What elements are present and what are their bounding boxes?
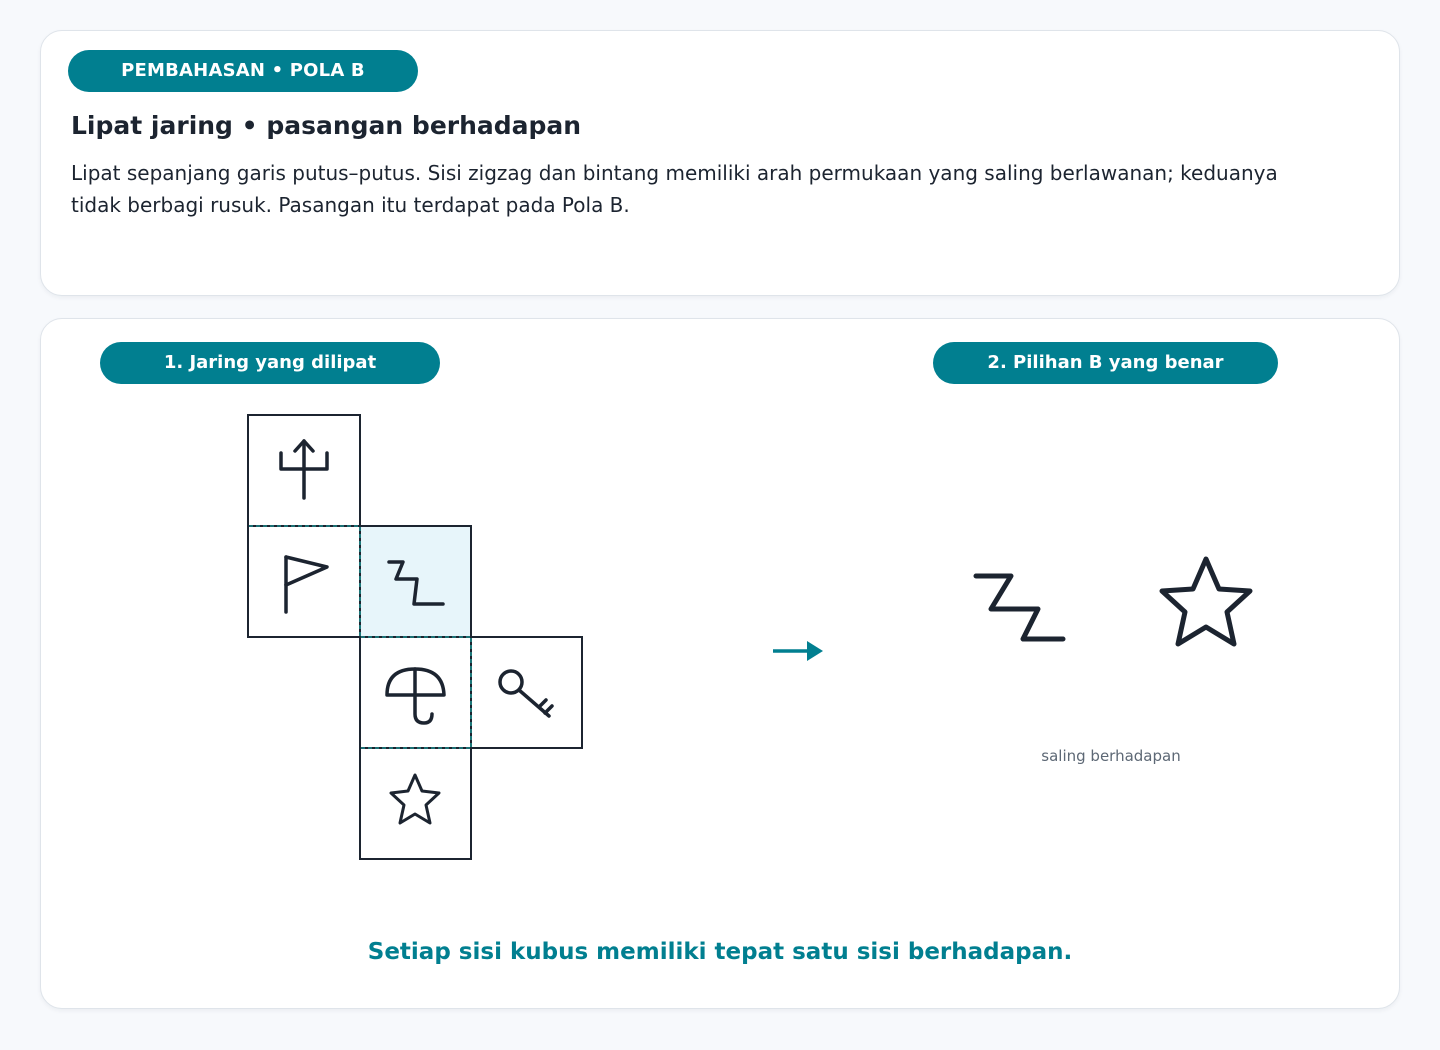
net-face-star [360,748,471,859]
result-star-icon [1162,559,1250,644]
rule-note: Setiap sisi kubus memiliki tepat satu sisi berhadapan. [367,939,1073,965]
step-2-label: 2. Pilihan B yang benar [933,342,1278,384]
page-title: Lipat jaring • pasangan berhadapan [71,111,582,140]
cube-net [248,415,582,859]
section-badge: PEMBAHASAN • POLA B [68,50,418,92]
explanation-text: Lipat sepanjang garis putus–putus. Sisi zigzag dan bintang memiliki arah permukaan yang saling berlawanan; keduanya tidak berbagi rusuk. Pasangan itu terdapat pada Pola B. [71,161,1278,217]
result-zigzag-icon [976,576,1063,639]
step-1-label: 1. Jaring yang dilipat [100,342,440,384]
pair-caption: saling berhadapan [1041,747,1181,765]
explanation-card [40,30,1400,296]
net-face-flag [248,526,360,637]
fold-diagram [41,319,1399,1008]
arrow-right-icon [773,641,823,661]
net-face-key [471,637,582,748]
diagram-card [40,318,1400,1009]
